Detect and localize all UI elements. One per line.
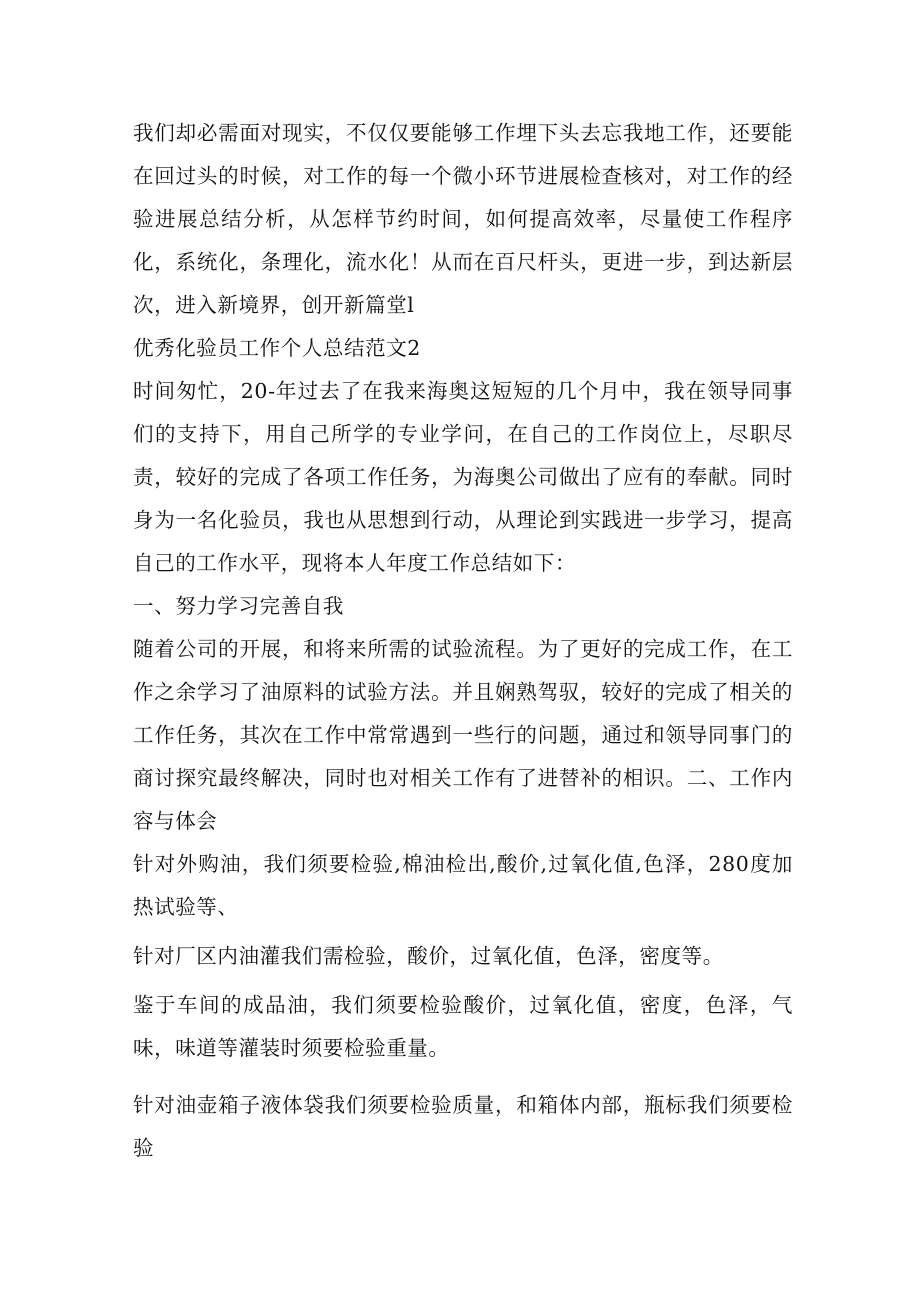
paragraph-4: 针对外购油，我们须要检验,棉油检出,酸价,过氧化值,色泽，280度加热试验等、 (133, 852, 793, 919)
document-body (133, 112, 793, 1170)
paragraph-7: 针对油壶箱子液体袋我们须要检验质量，和箱体内部，瓶标我们须要检验 (133, 1093, 793, 1160)
paragraph-3: 随着公司的开展，和将来所需的试验流程。为了更好的完成工作，在工作之余学习了油原料的试验方法。并且娴熟驾驭，较好的完成了相关的工作任务，其次在工作中常常遇到一些行的问题，通过和领导同事门的商讨探究最终解决，同时也对相关工作有了进替补的相识。二、工作内容与体会 (133, 637, 793, 833)
section-heading-1: 一、努力学习完善自我 (133, 594, 344, 618)
paragraph-2: 时间匆忙，20-年过去了在我来海奥这短短的几个月中，我在领导同事们的支持下，用自己所学的专业学问，在自己的工作岗位上，尽职尽责，较好的完成了各项工作任务，为海奥公司做出了应有的奉献。同时身为一名化验员，我也从思想到行动，从理论到实践进一步学习，提高自己的工作水平，现将本人年度工作总结如下： (133, 379, 793, 575)
paragraph-5: 针对厂区内油灌我们需检验，酸价，过氧化值，色泽，密度等。 (133, 944, 724, 968)
paragraph-1: 我们却必需面对现实，不仅仅要能够工作埋下头去忘我地工作，还要能在回过头的时候，对工作的每一个微小环节进展检查核对，对工作的经验进展总结分析，从怎样节约时间，如何提高效率，尽量使工作程序化，系统化，条理化，流水化！从而在百尺杆头，更进一步，到达新层次，进入新境界，创开新篇堂l (133, 121, 793, 317)
section-title-2: 优秀化验员工作个人总结范文2 (133, 336, 421, 360)
paragraph-6: 鉴于车间的成品油，我们须要检验酸价，过氧化值，密度，色泽，气味，味道等灌装时须要检验重量。 (133, 993, 793, 1060)
